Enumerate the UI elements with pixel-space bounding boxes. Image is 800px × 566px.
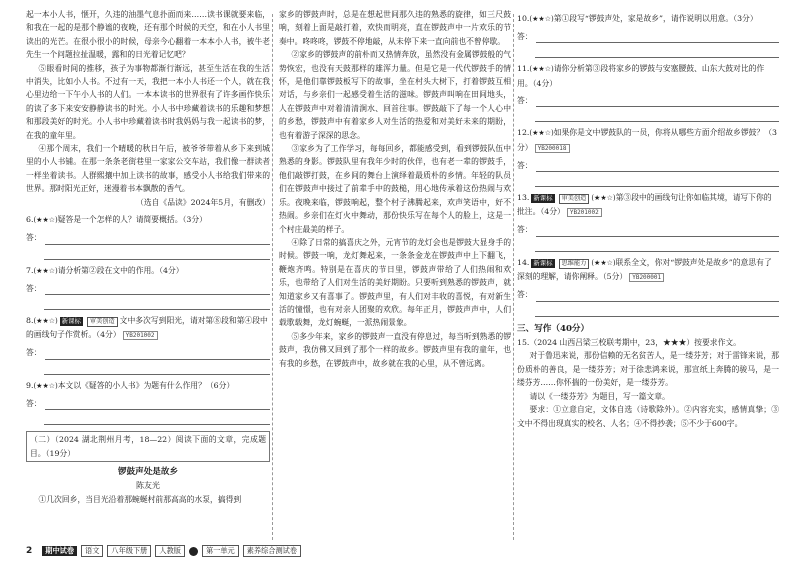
- difficulty-stars: (★★☆): [529, 129, 554, 138]
- answer-line[interactable]: [45, 347, 270, 360]
- middle-column: [279, 8, 511, 370]
- footer-edition: 人教版: [155, 545, 185, 557]
- answer-line[interactable]: [535, 304, 779, 317]
- answer-area[interactable]: [517, 157, 779, 172]
- answer-label: 答：: [26, 398, 42, 408]
- difficulty-stars: (★★☆): [33, 216, 58, 225]
- answer-label: 答：: [517, 160, 533, 170]
- question-13: [517, 191, 779, 252]
- curriculum-tag: 新课标: [533, 194, 553, 203]
- question-text: 疑答是一个怎样的人？请简要概括。（3分）: [57, 215, 207, 225]
- passage-paragraph: ④那个周末，我们一个晴暖的秋日午后，被爷爷带着从乡下来到城里的小人书铺。在那一条条老街巷里一家家公交车站，我们像一群读者一样坐着读书。人群熙攘中加上读书的故事，感受小人书给我们带来的世界。那时阳光正好，迷漫着书本飘散的香气。: [26, 144, 270, 194]
- question-code: YB200001: [629, 273, 664, 282]
- column-divider: [513, 14, 514, 540]
- question-code: YB200018: [535, 144, 570, 153]
- answer-line[interactable]: [536, 94, 779, 107]
- answer-line[interactable]: [44, 412, 270, 425]
- question-number: 14.: [517, 257, 530, 267]
- question-12: [517, 126, 779, 187]
- writing-prompt: 对于鲁迅来说，那份信赖的无名贫苦人，是一缕芬芳；对于雷锋来说，那份质朴的善良，是一缕芬芳；对于徐悲鸿来说，那宣纸上奔腾的骏马，是一缕芬芳……你怀揣的一份美好，是一缕芬芳。: [517, 351, 779, 388]
- answer-line[interactable]: [535, 45, 779, 58]
- answer-area[interactable]: [517, 222, 779, 237]
- question-number: 13.: [517, 193, 530, 203]
- question-code: YB201002: [567, 208, 602, 217]
- skill-tag: 审美创造: [87, 317, 118, 327]
- left-column: [26, 8, 270, 506]
- passage-paragraph: 起一本小人书，惬开，久违的油墨气息扑面而来……读书课就要来临，和我在一起的是那个静谧的夜晚，还有那个时候的天空，和在小人书里读出的光芒。在很小很小的时候，母亲今心翻着一本本小人书，被牛老先生一个问题拉扯温暖，露和的日光着记忆吧？: [26, 10, 270, 60]
- question-number: 7.: [26, 265, 34, 275]
- right-column: [517, 8, 779, 430]
- difficulty-stars: (★★☆): [529, 15, 554, 23]
- passage-paragraph: 家乡的锣鼓声时，总是在想起世间那久违的熟悉的旋律，如三尺鼓响，刻着上面是敲打着，欢快而明亮，直在锣鼓声中一片欢乐的节奏中。咚咚咚，锣鼓不停地敲，从未停下来一直向前也不曾停歇。: [279, 10, 511, 46]
- question-15: 15.（2024 山西吕梁三校联考期中，23，★★★）按要求作文。: [517, 338, 741, 348]
- skill-tag: 审美创造: [559, 194, 590, 204]
- footer-unit: 第一单元: [202, 545, 239, 557]
- footer-brand: 期中试卷: [42, 546, 77, 556]
- answer-line[interactable]: [45, 282, 270, 295]
- answer-line[interactable]: [44, 362, 270, 375]
- difficulty-stars: (★★☆): [33, 381, 58, 390]
- question-8: [26, 314, 270, 375]
- section-header: 三、写作（40分）: [517, 323, 590, 334]
- answer-line[interactable]: [536, 159, 779, 172]
- answer-area[interactable]: [517, 287, 779, 302]
- answer-label: 答：: [517, 225, 533, 235]
- footer-grade: 八年级下册: [107, 545, 151, 557]
- passage-paragraph: ⑤眼看时间的推移，孩子为事物都渐行渐远，甚至生活在我的生活中消失，比如小人书。不过有一天，我把一本小人书还一个人，就在我心里边给一下午小人书的人们。一本本读书的世界很有了许多画作快乐的读了多下来安安静静读书的时光。小人书中珍藏着读书的乐趣和梦想和那段美好的时光。小人书中珍藏着读书时我妈妈与我一起读书的梦，在我的童年里。: [26, 63, 270, 140]
- question-text: 本文以《疑答的小人书》为题有什么作用？（6分）: [57, 380, 235, 390]
- question-11: [517, 62, 779, 122]
- passage-source: （选自《品读》2024年5月，有删改）: [136, 197, 270, 207]
- question-9: [26, 379, 270, 425]
- page-number: 2: [26, 546, 33, 556]
- question-7: [26, 264, 270, 310]
- answer-line[interactable]: [536, 224, 779, 237]
- question-text: 第①段写“锣鼓声处，家是故乡”，请作说明以用意。（3分）: [553, 14, 758, 23]
- answer-line[interactable]: [44, 297, 270, 310]
- difficulty-stars: (★★☆): [529, 65, 554, 74]
- answer-area[interactable]: [517, 92, 779, 107]
- question-text: 如果你是文中锣鼓队的一员，你将从哪些方面介绍故乡锣鼓？（3分）: [517, 128, 777, 152]
- answer-label: 答：: [517, 32, 533, 41]
- difficulty-stars: (★★☆): [33, 316, 58, 325]
- writing-prompt: 请以《一缕芬芳》为题目，写一篇文章。: [529, 391, 670, 401]
- question-number: 11.: [517, 64, 530, 74]
- answer-line[interactable]: [535, 174, 779, 187]
- page-footer: [26, 545, 301, 557]
- answer-line[interactable]: [536, 30, 779, 43]
- passage-paragraph: ①几次回乡，当目光沿着那蜿蜒村前那高高的水泵，搞得到: [38, 494, 242, 504]
- question-number: 9.: [26, 380, 34, 390]
- answer-label: 答：: [517, 95, 533, 105]
- passage-paragraph: ④除了日常的搞喜庆之外，元宵节的龙灯会也是锣鼓大显身手的时候。锣鼓一响，龙灯舞起来，一条条金龙在锣鼓声中上下翻飞，鞭炮齐鸣。特别是在喜庆的节日里，锣鼓声带给了人们热闹和欢乐，也带给了人们对生活的美好期盼。只要听到熟悉的锣鼓声，就知道家乡又有喜事了。锣鼓声里，有人们对丰收的喜悦，有对新生活的憧憬，也有对亲人团聚的欢欣。每年正月，锣鼓声声中，人们载歌载舞，龙灯蜿蜒，一派热闹景象。: [279, 237, 511, 328]
- answer-area[interactable]: [517, 28, 779, 43]
- question-text: 联系全文，你对“锣鼓声处是故乡”的意思有了深刻的理解，请你阐释。（5分）: [517, 257, 772, 282]
- answer-label: 答：: [26, 233, 42, 243]
- question-number: 12.: [517, 128, 530, 138]
- answer-line[interactable]: [535, 109, 779, 122]
- question-code: YB201002: [123, 331, 158, 340]
- footer-subject: 语文: [81, 545, 103, 557]
- curriculum-tag: 新课标: [61, 316, 81, 325]
- question-text: 请你分析第③段将家乡的锣鼓与安塞腰鼓、山东大鼓对比的作用。（4分）: [517, 64, 765, 88]
- question-6: [26, 213, 270, 259]
- question-text: 请分析第②段在文中的作用。（4分）: [57, 265, 184, 275]
- answer-line[interactable]: [45, 397, 270, 410]
- answer-line[interactable]: [536, 289, 779, 302]
- answer-line[interactable]: [45, 232, 270, 245]
- footer-test: 素养综合测试卷: [243, 545, 301, 557]
- question-text: 文中多次写到阳光，请对第⑧段和第④段中的画线句子作赏析。（4分）: [26, 315, 268, 340]
- section-header: （二）（2024 湖北荆州月考，18—22）阅读下面的文章，完成题目。（19分）: [26, 431, 270, 462]
- answer-line[interactable]: [535, 239, 779, 252]
- question-10: [517, 12, 779, 58]
- answer-area[interactable]: [26, 280, 270, 295]
- answer-area[interactable]: [26, 345, 270, 360]
- column-divider: [272, 14, 273, 540]
- article-author: 陈友光: [136, 481, 160, 491]
- answer-label: 答：: [517, 290, 533, 300]
- skill-tag: 思维能力: [559, 259, 590, 269]
- curriculum-tag: 新课标: [533, 258, 553, 267]
- answer-label: 答：: [26, 283, 42, 293]
- passage-paragraph: ②家乡的锣鼓声的前朴而又热情奔放，虽然没有金属锣鼓般的气势恢宏，也没有天鼓那样的雄浑力量。但是它是一代代锣鼓手的情怀，是他们靠锣鼓板写下的故事，坐在村头大树下，打着锣鼓互相对话，与乡亲们一起感受着生活的滋味。锣鼓声叫响在田间地头，人在锣鼓声中对着清清涧水、回首往事。锣鼓敲下了每一个人心中的乡愁，锣鼓声中有着家乡人对生活的热爱和对美好未来的期盼，也有着游子深深的思念。: [279, 50, 511, 140]
- passage-paragraph: ⑤多少年来，家乡的锣鼓声一直没有停息过，每当听到熟悉的锣鼓声，我仿佛又回到了那个一样的故乡。锣鼓声里有我的童年，也有我的乡愁，在锣鼓声中，故乡就在我的心里，从不曾远离。: [279, 331, 511, 368]
- answer-area[interactable]: [26, 230, 270, 245]
- question-number: 6.: [26, 215, 34, 225]
- question-14: [517, 256, 779, 317]
- passage-paragraph: ③家乡为了工作学习，每每回乡，都能感受到，看到锣鼓队伍中熟悉的身影。锣鼓队里有我年少时的伙伴，也有老一辈的锣鼓手，他们敲锣打鼓，在乡间的舞台上演绎着最质朴的乡情。年轻的队员们在锣鼓声中接过了前辈手中的鼓槌，用心地传承着这份热闹与欢乐。夜晚来临，锣鼓响起，整个村子沸腾起来，欢声笑语中，好不热闹。乡亲们在灯火中舞动，那份快乐写在每个人的脸上，这是一个村庄最美的样子。: [279, 144, 511, 234]
- difficulty-stars: (★★☆): [591, 194, 616, 203]
- answer-line[interactable]: [44, 247, 270, 260]
- answer-area[interactable]: [26, 395, 270, 410]
- question-number: 10.: [517, 14, 530, 23]
- difficulty-stars: (★★☆): [33, 266, 58, 275]
- bullet-icon: [189, 547, 198, 556]
- difficulty-stars: (★★☆): [591, 258, 616, 267]
- question-text: 第③段中的画线句让你如临其境，请写下你的批注。（4分）: [517, 193, 772, 217]
- article-title: 锣鼓声处是故乡: [117, 466, 179, 477]
- question-number: 8.: [26, 315, 34, 325]
- answer-label: 答：: [26, 348, 42, 358]
- writing-requirements: 要求：①立意自定，文体自选（诗歌除外）。②内容充实，感情真挚；③文中不得出现真实的校名、人名；④不得抄袭；⑤不少于600字。: [517, 405, 779, 428]
